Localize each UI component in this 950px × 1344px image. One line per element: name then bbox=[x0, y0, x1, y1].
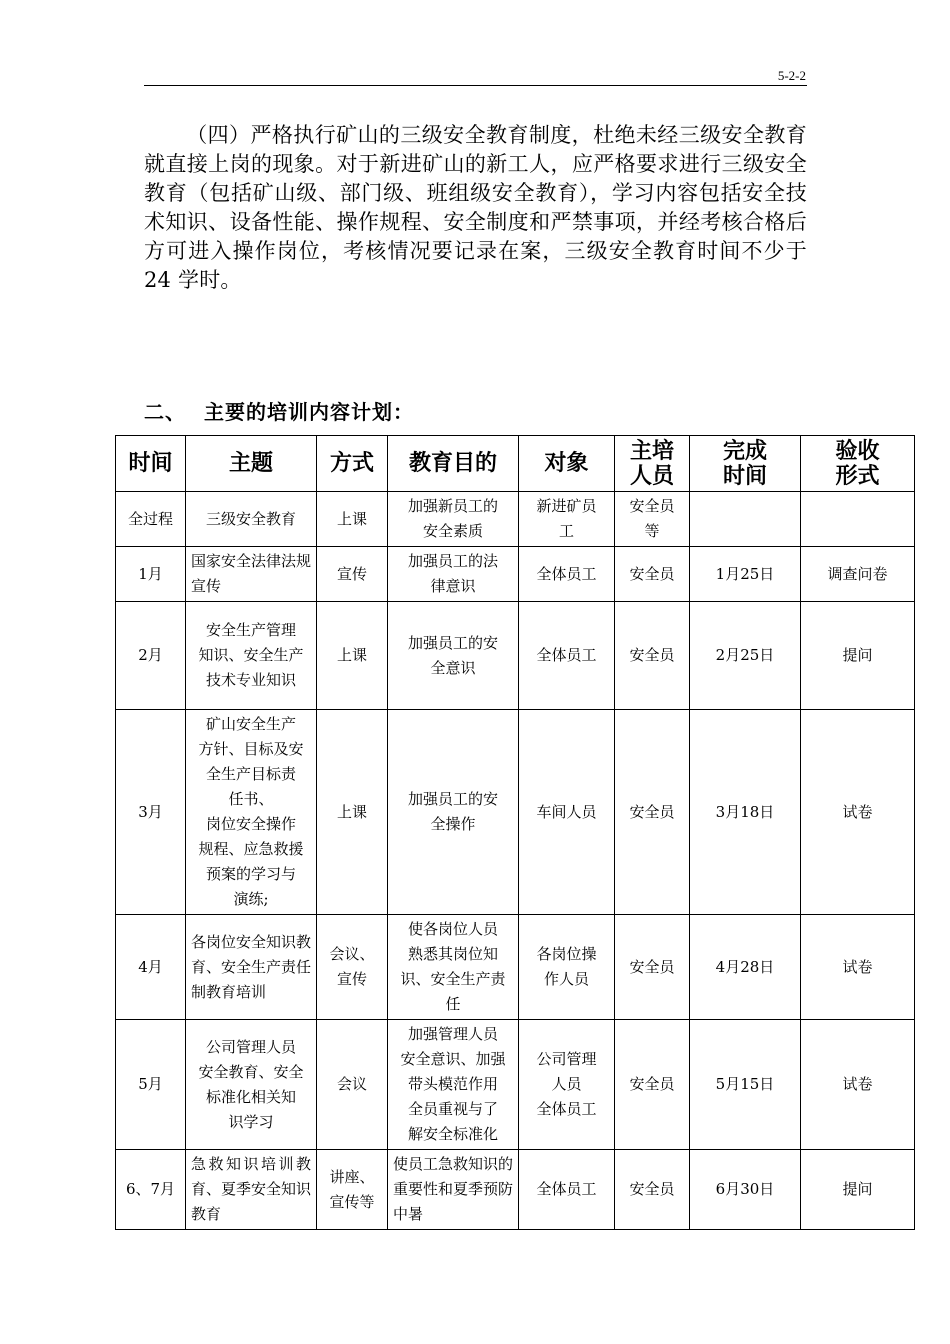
cell-purpose: 加强管理人员 安全意识、加强 带头模范作用 全员重视与了 解安全标准化 bbox=[388, 1020, 519, 1150]
cell-deadline bbox=[690, 492, 801, 547]
cell-method: 会议、 宣传 bbox=[317, 915, 388, 1020]
page-code: 5-2-2 bbox=[777, 68, 806, 83]
cell-topic: 各岗位安全知识教育、安全生产责任制教育培训 bbox=[186, 915, 317, 1020]
cell-method: 宣传 bbox=[317, 547, 388, 602]
training-plan-table bbox=[115, 435, 915, 1230]
table-header-row bbox=[116, 436, 915, 492]
cell-acceptance: 试卷 bbox=[801, 1020, 915, 1150]
header-time: 时间 bbox=[116, 436, 186, 492]
header-purpose: 教育目的 bbox=[388, 436, 519, 492]
table-row bbox=[116, 1020, 915, 1150]
header-method: 方式 bbox=[317, 436, 388, 492]
cell-purpose: 使员工急救知识的重要性和夏季预防中暑 bbox=[388, 1150, 519, 1230]
cell-time: 4月 bbox=[116, 915, 186, 1020]
cell-purpose: 加强员工的安 全操作 bbox=[388, 710, 519, 915]
table-row bbox=[116, 547, 915, 602]
cell-topic: 急救知识培训教育、夏季安全知识教育 bbox=[186, 1150, 317, 1230]
cell-time: 1月 bbox=[116, 547, 186, 602]
cell-target: 车间人员 bbox=[519, 710, 615, 915]
cell-trainer: 安全员 bbox=[615, 915, 690, 1020]
cell-time: 5月 bbox=[116, 1020, 186, 1150]
cell-target: 全体员工 bbox=[519, 602, 615, 710]
body-paragraph bbox=[144, 121, 807, 295]
paragraph-text: （四）严格执行矿山的三级安全教育制度，杜绝未经三级安全教育就直接上岗的现象。对于新进矿山的新工人，应严格要求进行三级安全教育（包括矿山级、部门级、班组级安全教育），学习内容包括安全技术知识、设备性能、操作规程、安全制度和严禁事项，并经考核合格后方可进入操作岗位，考核情况要记录在案，三级安全教育时间不少于 24 学时。 bbox=[144, 123, 807, 292]
cell-acceptance: 试卷 bbox=[801, 710, 915, 915]
cell-method: 会议 bbox=[317, 1020, 388, 1150]
section-number: 二、 bbox=[144, 400, 186, 424]
table-row bbox=[116, 1150, 915, 1230]
table-row bbox=[116, 710, 915, 915]
cell-purpose: 加强员工的安 全意识 bbox=[388, 602, 519, 710]
section-title: 主要的培训内容计划： bbox=[204, 400, 414, 424]
cell-topic: 矿山安全生产 方针、目标及安 全生产目标责 任书、 岗位安全操作 规程、应急救援 预案的学习与 演练; bbox=[186, 710, 317, 915]
cell-topic: 国家安全法律法规宣传 bbox=[186, 547, 317, 602]
cell-target: 公司管理 人员 全体员工 bbox=[519, 1020, 615, 1150]
header-acceptance: 验收 形式 bbox=[801, 436, 915, 492]
cell-target: 新进矿员 工 bbox=[519, 492, 615, 547]
cell-target: 全体员工 bbox=[519, 547, 615, 602]
cell-purpose: 加强员工的法 律意识 bbox=[388, 547, 519, 602]
cell-method: 上课 bbox=[317, 710, 388, 915]
cell-deadline: 4月28日 bbox=[690, 915, 801, 1020]
cell-trainer: 安全员 bbox=[615, 547, 690, 602]
cell-time: 2月 bbox=[116, 602, 186, 710]
cell-target: 各岗位操 作人员 bbox=[519, 915, 615, 1020]
cell-trainer: 安全员 bbox=[615, 710, 690, 915]
header-deadline: 完成 时间 bbox=[690, 436, 801, 492]
cell-acceptance: 调查问卷 bbox=[801, 547, 915, 602]
cell-trainer: 安全员 bbox=[615, 1150, 690, 1230]
cell-purpose: 加强新员工的 安全素质 bbox=[388, 492, 519, 547]
cell-purpose: 使各岗位人员 熟悉其岗位知 识、安全生产责 任 bbox=[388, 915, 519, 1020]
header-trainer: 主培 人员 bbox=[615, 436, 690, 492]
cell-time: 3月 bbox=[116, 710, 186, 915]
cell-time: 全过程 bbox=[116, 492, 186, 547]
cell-trainer: 安全员 等 bbox=[615, 492, 690, 547]
cell-trainer: 安全员 bbox=[615, 602, 690, 710]
cell-deadline: 6月30日 bbox=[690, 1150, 801, 1230]
table-row bbox=[116, 602, 915, 710]
cell-acceptance bbox=[801, 492, 915, 547]
cell-deadline: 5月15日 bbox=[690, 1020, 801, 1150]
section-heading bbox=[144, 396, 414, 425]
cell-target: 全体员工 bbox=[519, 1150, 615, 1230]
cell-method: 上课 bbox=[317, 492, 388, 547]
header-rule bbox=[144, 85, 807, 86]
cell-acceptance: 试卷 bbox=[801, 915, 915, 1020]
cell-topic: 三级安全教育 bbox=[186, 492, 317, 547]
cell-deadline: 1月25日 bbox=[690, 547, 801, 602]
cell-topic: 公司管理人员 安全教育、安全 标准化相关知 识学习 bbox=[186, 1020, 317, 1150]
cell-acceptance: 提问 bbox=[801, 602, 915, 710]
cell-time: 6、7月 bbox=[116, 1150, 186, 1230]
table-row bbox=[116, 492, 915, 547]
cell-acceptance: 提问 bbox=[801, 1150, 915, 1230]
cell-deadline: 3月18日 bbox=[690, 710, 801, 915]
table-row bbox=[116, 915, 915, 1020]
cell-topic: 安全生产管理 知识、安全生产 技术专业知识 bbox=[186, 602, 317, 710]
cell-method: 上课 bbox=[317, 602, 388, 710]
cell-method: 讲座、 宣传等 bbox=[317, 1150, 388, 1230]
cell-deadline: 2月25日 bbox=[690, 602, 801, 710]
header-topic: 主题 bbox=[186, 436, 317, 492]
cell-trainer: 安全员 bbox=[615, 1020, 690, 1150]
header-target: 对象 bbox=[519, 436, 615, 492]
